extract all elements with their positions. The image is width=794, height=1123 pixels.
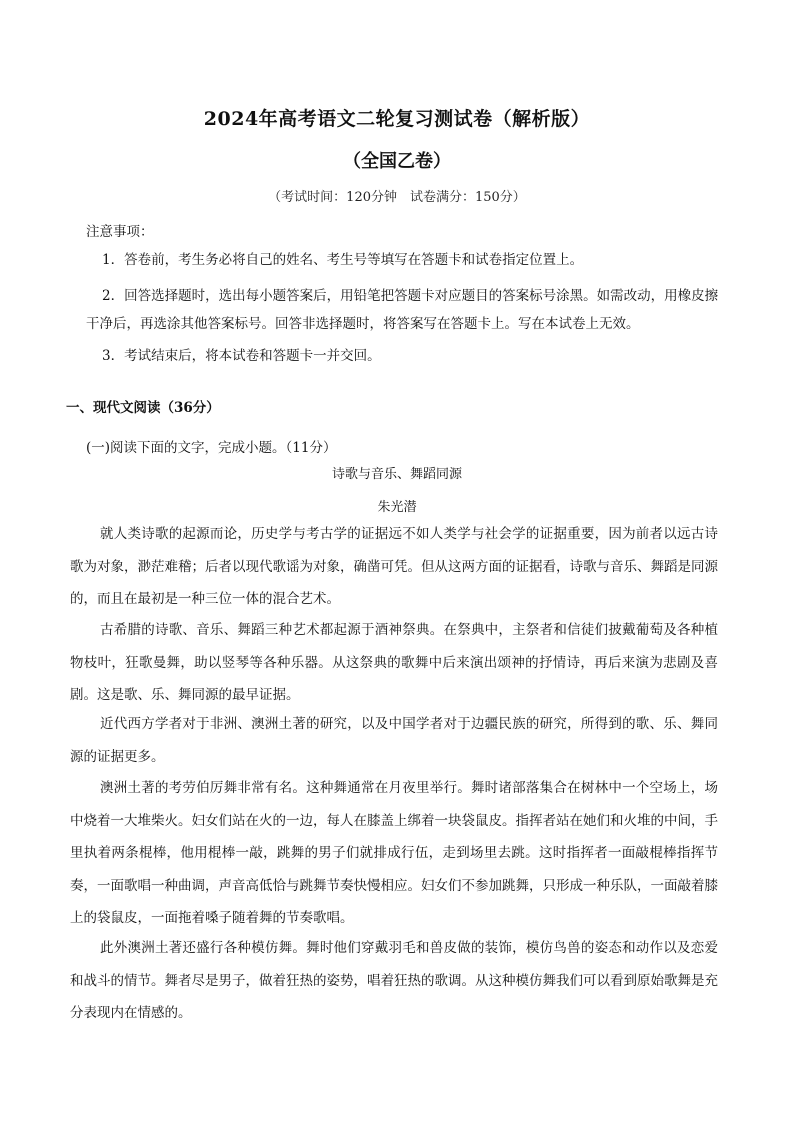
question-instruction: (一)阅读下面的文字，完成小题。（11分） [86, 440, 337, 456]
note-item: 1．答卷前，考生务必将自己的姓名、考生号等填写在答题卡和试卷指定位置上。 [102, 252, 584, 268]
article-author: 朱光潜 [377, 500, 417, 515]
page-subtitle: （全国乙卷） [343, 151, 451, 172]
article-title: 诗歌与音乐、舞蹈同源 [331, 467, 462, 482]
article-paragraph: 就人类诗歌的起源而论，历史学与考古学的证据远不如人类学与社会学的证据重要，因为前者以远古诗歌为对象，渺茫难稽；后者以现代歌谣为对象，确凿可凭。但从这两方面的证据看，诗歌与音乐、舞蹈是同源的，而且在最初是一种三位一体的混合艺术。 [70, 526, 718, 607]
note-item: 2．回答选择题时，选出每小题答案后，用铅笔把答题卡对应题目的答案标号涂黑。如需改动，用橡皮擦干净后，再选涂其他答案标号。回答非选择题时，将答案写在答题卡上。写在本试卷上无效。 [86, 288, 719, 332]
section-heading: 一、现代文阅读（36分） [66, 400, 220, 416]
article-paragraph: 此外澳洲土著还盛行各种模仿舞。舞时他们穿戴羽毛和兽皮做的装饰，模仿鸟兽的姿态和动作以及恋爱和战斗的情节。舞者尽是男子，做着狂热的姿势，唱着狂热的歌调。从这种模仿舞我们可以看到原始歌舞是充分表现内在情感的。 [70, 940, 718, 1021]
article-paragraph: 近代西方学者对于非洲、澳洲土著的研究，以及中国学者对于边疆民族的研究，所得到的歌、乐、舞同源的证据更多。 [70, 716, 718, 765]
article-paragraph: 古希腊的诗歌、音乐、舞蹈三种艺术都起源于酒神祭典。在祭典中，主祭者和信徒们披戴葡萄及各种植物枝叶，狂歌曼舞，助以竖琴等各种乐器。从这祭典的歌舞中后来演出颂神的抒情诗，再后来演为悲剧及喜剧。这是歌、乐、舞同源的最早证据。 [70, 622, 718, 703]
notes-title: 注意事项： [86, 224, 154, 240]
page-title: 2024年高考语文二轮复习测试卷（解析版） [203, 108, 591, 130]
exam-info: （考试时间：120分钟 试卷满分：150分） [268, 190, 526, 205]
article-paragraph: 澳洲土著的考劳伯厉舞非常有名。这种舞通常在月夜里举行。舞时诸部落集合在树林中一个空场上，场中烧着一大堆柴火。妇女们站在火的一边，每人在膝盖上绑着一块袋鼠皮。指挥者站在她们和火堆的中间，手里执着两条棍棒，他用棍棒一敲，跳舞的男子们就排成行伍，走到场里去跳。这时指挥者一面敲棍棒指挥节奏，一面歌唱一种曲调，声音高低恰与跳舞节奏快慢相应。妇女们不参加跳舞，只形成一种乐队，一面敲着膝上的袋鼠皮，一面拖着嗓子随着舞的节奏歌唱。 [70, 780, 718, 926]
note-item: 3．考试结束后，将本试卷和答题卡一并交回。 [102, 348, 381, 364]
